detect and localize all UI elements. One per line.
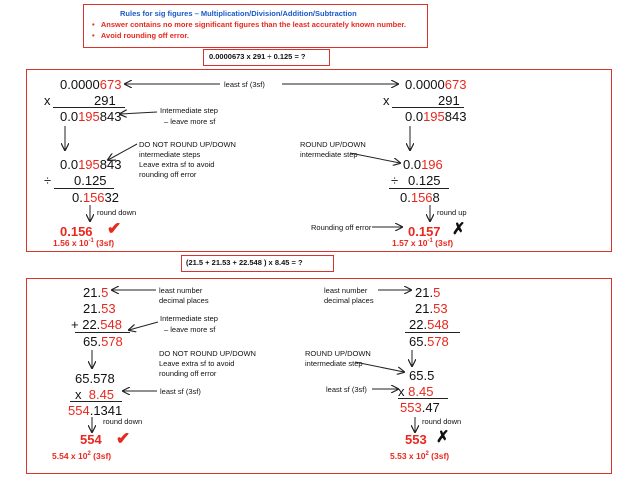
p2-right-n3: 22.548 bbox=[409, 317, 449, 332]
p1-right-q: 0.1568 bbox=[400, 190, 440, 205]
p1-left-check-icon: ✔ bbox=[107, 219, 122, 238]
p2-left-check-icon: ✔ bbox=[116, 429, 131, 448]
p1-intermediate-1: Intermediate step bbox=[160, 106, 218, 115]
p2-intermediate-1: Intermediate step bbox=[160, 314, 218, 323]
p2-least-dp-left-1: least number bbox=[159, 286, 203, 295]
p2-arrow-round-updown bbox=[355, 362, 404, 372]
p2-left-round: round down bbox=[103, 417, 143, 426]
p1-right-div: ÷ bbox=[391, 173, 399, 188]
p1-intermediate-2: – leave more sf bbox=[164, 117, 216, 126]
p1-arrow-do-not-round bbox=[108, 144, 137, 160]
p1-right-x: x bbox=[383, 93, 390, 108]
p2-right-product: 553.47 bbox=[400, 400, 440, 415]
rules-bullet-1: • Answer contains no more significant figures than the least accurately known number. bbox=[92, 20, 406, 29]
p1-left-p1: 0.0195843 bbox=[60, 109, 122, 124]
rules-bullet-2-text: Avoid rounding off error. bbox=[100, 31, 189, 40]
rules-bullet-1-text: Answer contains no more significant figures than the least accurately known number. bbox=[100, 20, 406, 29]
p2-right-round: round down bbox=[422, 417, 462, 426]
p2-right-m: x 8.45 bbox=[398, 384, 434, 399]
p1-left-d: 0.0195843 bbox=[60, 157, 122, 172]
p2-least-dp-left-2: decimal places bbox=[159, 296, 209, 305]
p1-arrow-round-updown bbox=[350, 153, 400, 163]
p2-left-n2: 21.53 bbox=[83, 301, 116, 316]
p2-do-not-round-2: Leave extra sf to avoid bbox=[159, 359, 235, 368]
rules-bullet-2: • Avoid rounding off error. bbox=[92, 31, 189, 40]
p2-left-answer: 554 bbox=[80, 432, 102, 447]
p2-left-product: 554.1341 bbox=[68, 403, 123, 418]
p1-arrow-intermediate bbox=[120, 112, 157, 114]
p1-left-round: round down bbox=[97, 208, 137, 217]
p1-right-cross-icon: ✗ bbox=[452, 221, 466, 238]
p2-arrow-intermediate bbox=[129, 322, 158, 330]
p2-right-answer: 553 bbox=[405, 432, 427, 447]
p2-left-n3: + 22.548 bbox=[71, 317, 122, 332]
p1-right-round: round up bbox=[437, 208, 467, 217]
p2-right-n1: 21.5 bbox=[415, 285, 441, 300]
p2-intermediate-2: – leave more sf bbox=[164, 325, 216, 334]
p2-right-n2: 21.53 bbox=[415, 301, 448, 316]
p1-right-b: 291 bbox=[438, 93, 460, 108]
p1-do-not-round-4: rounding off error bbox=[139, 170, 197, 179]
p1-right-answer: 0.157 bbox=[408, 224, 441, 239]
p2-least-dp-right-2: decimal places bbox=[324, 296, 374, 305]
p1-left-b: 291 bbox=[94, 93, 116, 108]
p2-right-r: 65.5 bbox=[409, 368, 435, 383]
p2-round-updown-2: intermediate step bbox=[305, 359, 363, 368]
p1-round-updown-1: ROUND UP/DOWN bbox=[300, 140, 366, 149]
p2-least-sf-right: least sf (3sf) bbox=[326, 385, 367, 394]
p1-left-c: 0.125 bbox=[74, 173, 107, 188]
p2-least-sf-left: least sf (3sf) bbox=[160, 387, 201, 396]
p2-least-dp-right-1: least number bbox=[324, 286, 368, 295]
rules-title: Rules for sig figures – Multiplication/Division/Addition/Subtraction bbox=[120, 9, 357, 18]
p1-right-sci: 1.57 x $10^{-1}$ (3sf) bbox=[392, 238, 454, 248]
p1-right-a: 0.0000673 bbox=[405, 77, 467, 92]
p2-right-cross-icon: ✗ bbox=[436, 429, 450, 446]
p1-right-c: 0.125 bbox=[408, 173, 441, 188]
p1-right-p1: 0.0195843 bbox=[405, 109, 467, 124]
p2-do-not-round-1: DO NOT ROUND UP/DOWN bbox=[159, 349, 256, 358]
p1-do-not-round-3: Leave extra sf to avoid bbox=[139, 160, 215, 169]
p2-right-sum: 65.578 bbox=[409, 334, 449, 349]
equation-2: (21.5 + 21.53 + 22.548 ) x 8.45 = ? bbox=[186, 258, 303, 267]
p2-right-sci: 5.53 x $10^2$ (3sf) bbox=[390, 451, 450, 461]
p2-left-n1: 21.5 bbox=[83, 285, 109, 300]
p1-do-not-round-1: DO NOT ROUND UP/DOWN bbox=[139, 140, 236, 149]
p1-left-q: 0.15632 bbox=[72, 190, 120, 205]
p1-left-div: ÷ bbox=[44, 173, 52, 188]
p1-left-answer: 0.156 bbox=[60, 224, 93, 239]
p1-round-updown-2: intermediate step bbox=[300, 150, 358, 159]
p1-right-d: 0.0196 bbox=[403, 157, 443, 172]
p2-left-sum: 65.578 bbox=[83, 334, 123, 349]
p2-round-updown-1: ROUND UP/DOWN bbox=[305, 349, 371, 358]
p1-rounding-off-error: Rounding off error bbox=[311, 223, 372, 232]
p1-left-x: x bbox=[44, 93, 51, 108]
p2-left-m: x 8.45 bbox=[75, 387, 115, 402]
p2-left-sci: 5.54 x $10^2$ (3sf) bbox=[52, 451, 112, 461]
p1-left-sci: 1.56 x $10^{-1}$ (3sf) bbox=[53, 238, 115, 248]
p2-left-r: 65.578 bbox=[75, 371, 115, 386]
p1-do-not-round-2: intermediate steps bbox=[139, 150, 201, 159]
p1-least-sf: least sf (3sf) bbox=[224, 80, 265, 89]
p1-left-a: 0.0000673 bbox=[60, 77, 122, 92]
equation-1: 0.0000673 x 291 ÷ 0.125 = ? bbox=[209, 52, 306, 61]
p2-do-not-round-3: rounding off error bbox=[159, 369, 217, 378]
